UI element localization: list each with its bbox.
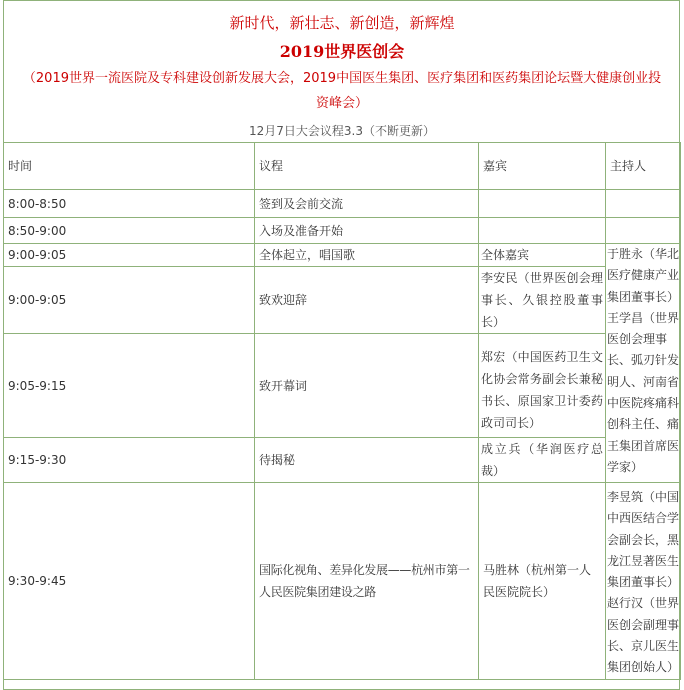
host-cell [606, 218, 681, 244]
event-subtitle: （2019世界一流医院及专科建设创新发展大会，2019中国医生集团、医疗集团和医药集团论坛暨大健康创业投资峰会） [22, 71, 662, 111]
agenda-table [3, 142, 681, 680]
agenda-cell: 致欢迎辞 [255, 267, 479, 334]
column-header-host: 主持人 [606, 143, 681, 190]
guest-cell: 郑宏（中国医药卫生文化协会常务副会长兼秘书长、原国家卫计委药政司司长） [479, 334, 606, 438]
host-cell [606, 190, 681, 218]
agenda-cell: 入场及准备开始 [255, 218, 479, 244]
guest-cell: 马胜林（杭州第一人民医院院长） [479, 483, 606, 680]
time-cell: 9:00-9:05 [4, 267, 255, 334]
agenda-cell: 致开幕词 [255, 334, 479, 438]
table-row [4, 483, 681, 680]
table-row [4, 190, 681, 218]
column-header-time: 时间 [4, 143, 255, 190]
table-row [4, 438, 681, 483]
agenda-cell: 签到及会前交流 [255, 190, 479, 218]
guest-cell: 全体嘉宾 [479, 244, 606, 267]
column-header-agenda: 议程 [255, 143, 479, 190]
schedule-note: 12月7日大会议程3.3（不断更新） [249, 124, 435, 138]
table-row [4, 334, 681, 438]
event-title: 2019世界医创会 [279, 42, 405, 61]
agenda-cell: 国际化视角、差异化发展——杭州市第一人民医院集团建设之路 [255, 483, 479, 680]
table-header-row [4, 143, 681, 190]
host-cell-group-2: 李昱筑（中国中西医结合学会副会长，黑龙江昱著医生集团董事长）赵行汉（世界医创会副理事长、京儿医生集团创始人） [606, 483, 681, 680]
agenda-cell: 全体起立，唱国歌 [255, 244, 479, 267]
time-cell: 9:30-9:45 [4, 483, 255, 680]
time-cell: 8:50-9:00 [4, 218, 255, 244]
guest-cell: 李安民（世界医创会理事长、久银控股董事长） [479, 267, 606, 334]
guest-cell [479, 218, 606, 244]
guest-cell [479, 190, 606, 218]
table-row [4, 267, 681, 334]
time-cell: 9:00-9:05 [4, 244, 255, 267]
time-cell: 8:00-8:50 [4, 190, 255, 218]
guest-cell: 成立兵（华润医疗总裁） [479, 438, 606, 483]
table-row [4, 244, 681, 267]
table-row [4, 218, 681, 244]
time-cell: 9:05-9:15 [4, 334, 255, 438]
time-cell: 9:15-9:30 [4, 438, 255, 483]
column-header-guest: 嘉宾 [479, 143, 606, 190]
host-cell-group-1: 于胜永（华北医疗健康产业集团董事长）王学昌（世界医创会理事长、弧刃针发明人、河南省中医院疼痛科创科主任、痛王集团首席医学家） [606, 244, 681, 483]
agenda-cell: 待揭秘 [255, 438, 479, 483]
slogan: 新时代，新壮志、新创造，新辉煌 [229, 14, 455, 32]
